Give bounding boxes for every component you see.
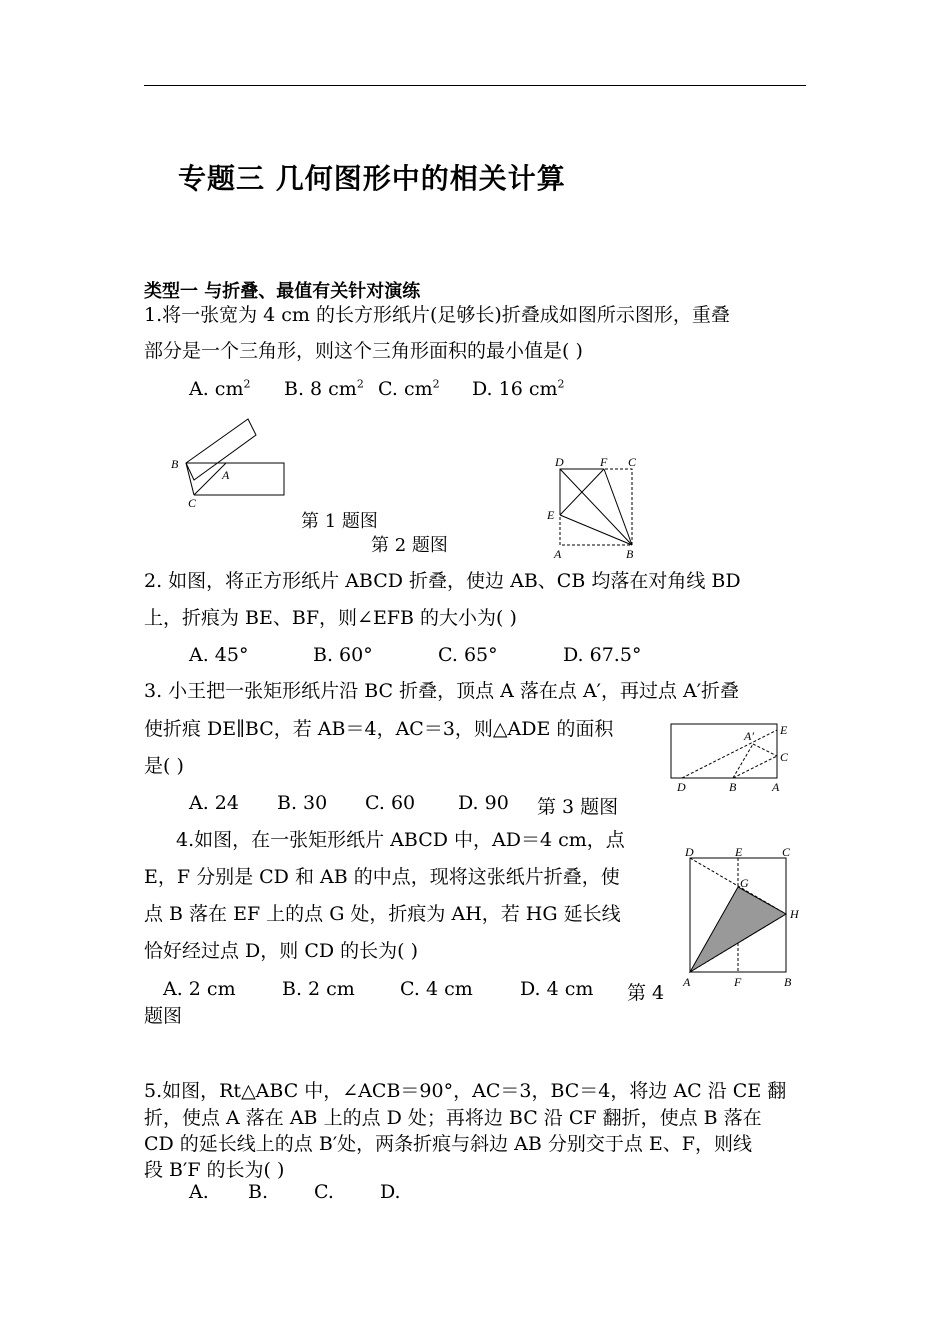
q3-option-b: B. 30 xyxy=(277,792,328,814)
q1-option-a: A. $cm^2$ xyxy=(189,377,251,400)
fig2-label-b: B xyxy=(626,547,634,560)
fig1-label-a: A xyxy=(222,468,230,482)
q5-line-2: 折，使点 A 落在 AB 上的点 D 处；再将边 BC 沿 CF 翻折，使点 B 落在 xyxy=(144,1107,762,1129)
fig1-label-b: B xyxy=(171,457,179,471)
fig1-strip-bottom xyxy=(186,463,284,495)
q4-option-a: A. 2 cm xyxy=(163,978,236,1000)
figure-4-diagram xyxy=(678,842,808,992)
fig4-label-f: F xyxy=(734,975,742,989)
fig3-segment-ac xyxy=(753,744,777,756)
q2-option-b: B. 60° xyxy=(313,644,373,666)
q4-line-1: 4.如图，在一张矩形纸片 ABCD 中，AD＝4 cm，点 xyxy=(176,829,625,851)
figure-1-diagram xyxy=(168,415,293,510)
fig2-label-e: E xyxy=(547,508,555,522)
fig4-label-h: H xyxy=(790,907,799,921)
section-heading: 类型一 与折叠、最值有关针对演练 xyxy=(144,281,421,302)
q3-option-c: C. 60 xyxy=(365,792,416,814)
q4-line-2: E，F 分别是 CD 和 AB 的中点，现将这张纸片折叠，使 xyxy=(144,866,620,888)
fig4-label-b: B xyxy=(784,975,792,989)
fig2-label-c: C xyxy=(628,455,637,469)
q3-option-d: D. 90 xyxy=(458,792,509,814)
figure-2-caption: 第 2 题图 xyxy=(371,535,448,556)
q4-option-d: D. 4 cm xyxy=(520,978,594,1000)
q2-option-c: C. 65° xyxy=(438,644,498,666)
q1-line-2: 部分是一个三角形，则这个三角形面积的最小值是( ) xyxy=(144,340,583,362)
q1-line-1: 1.将一张宽为 4 cm 的长方形纸片(足够长)折叠成如图所示图形，重叠 xyxy=(144,304,730,326)
q5-option-d: D. xyxy=(380,1181,401,1203)
q5-line-1: 5.如图，Rt△ABC 中，∠ACB＝90°，AC＝3，BC＝4，将边 AC 沿 CE 翻 xyxy=(144,1080,787,1102)
fig3-rectangle xyxy=(671,724,777,778)
fig4-label-d: D xyxy=(685,845,694,859)
q4-option-b: B. 2 cm xyxy=(282,978,355,1000)
q5-option-a: A. xyxy=(189,1181,209,1203)
q3-option-a: A. 24 xyxy=(189,792,239,814)
q4-line-4: 恰好经过点 D，则 CD 的长为( ) xyxy=(144,940,418,962)
fig1-strip-top xyxy=(186,419,256,480)
q5-line-4: 段 B′F 的长为( ) xyxy=(144,1159,285,1181)
fig1-fold-edge xyxy=(186,463,194,495)
q1-option-b: B. 8 $cm^2$ xyxy=(284,377,364,400)
fig3-label-b: B xyxy=(729,780,737,794)
q5-line-3: CD 的延长线上的点 B′处，两条折痕与斜边 AB 分别交于点 E、F，则线 xyxy=(144,1133,752,1155)
q1-option-d: D. 16 $cm^2$ xyxy=(472,377,565,400)
q5-option-b: B. xyxy=(248,1181,269,1203)
header-rule xyxy=(144,85,806,86)
q2-option-a: A. 45° xyxy=(189,644,249,666)
fig2-crease-be xyxy=(560,515,632,545)
fig4-label-a: A xyxy=(683,975,691,989)
figure-1-caption: 第 1 题图 xyxy=(301,511,378,532)
fig3-label-e: E xyxy=(780,723,788,737)
q2-line-1: 2. 如图，将正方形纸片 ABCD 折叠，使边 AB、CB 均落在对角线 BD xyxy=(144,570,741,592)
fig1-label-c: C xyxy=(188,496,197,510)
q2-line-2: 上，折痕为 BE、BF，则∠EFB 的大小为( ) xyxy=(144,607,517,629)
q1-option-c: C. $cm^2$ xyxy=(378,377,440,400)
fig3-crease-de xyxy=(682,730,777,778)
fig3-label-d: D xyxy=(677,780,686,794)
figure-3-diagram xyxy=(665,718,800,798)
fig2-label-d: D xyxy=(555,455,564,469)
figure-4-caption-b: 题图 xyxy=(144,1005,183,1027)
figure-2-diagram xyxy=(540,455,650,560)
q5-option-c: C. xyxy=(314,1181,334,1203)
q3-line-3: 是( ) xyxy=(144,755,184,777)
q3-line-2: 使折痕 DE∥BC，若 AB＝4，AC＝3，则△ADE 的面积 xyxy=(144,718,614,740)
figure-3-caption: 第 3 题图 xyxy=(537,796,619,818)
q4-line-3: 点 B 落在 EF 上的点 G 处，折痕为 AH，若 HG 延长线 xyxy=(144,903,621,925)
fig3-label-a: A xyxy=(772,780,780,794)
fig3-label-c: C xyxy=(780,750,789,764)
page-title: 专题三 几何图形中的相关计算 xyxy=(178,162,566,195)
fig3-label-a-prime: A′ xyxy=(744,729,754,743)
fig4-label-g: G xyxy=(740,876,749,890)
fig2-crease-bf xyxy=(604,469,632,545)
q2-option-d: D. 67.5° xyxy=(563,644,642,666)
figure-4-caption-a: 第 4 xyxy=(627,982,665,1004)
fig2-diagonal-bd xyxy=(560,469,632,545)
fig4-label-c: C xyxy=(782,845,791,859)
fig4-label-e: E xyxy=(735,845,743,859)
fig2-label-f: F xyxy=(600,455,608,469)
q4-option-c: C. 4 cm xyxy=(400,978,473,1000)
fig2-label-a: A xyxy=(554,547,562,560)
q3-line-1: 3. 小王把一张矩形纸片沿 BC 折叠，顶点 A 落在点 A′，再过点 A′折叠 xyxy=(144,680,740,702)
